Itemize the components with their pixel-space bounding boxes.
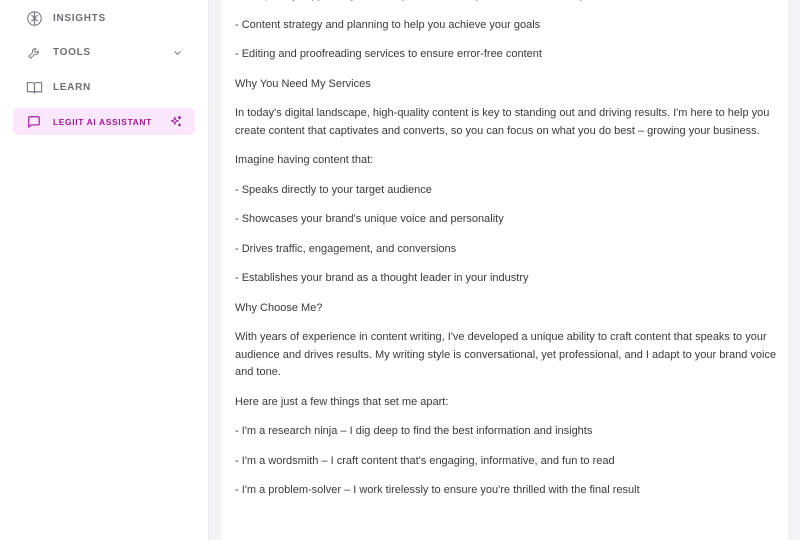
bullet-item: - Drives traffic, engagement, and conversions — [235, 242, 457, 255]
sidebar-item-legiit-ai-assistant[interactable] — [13, 108, 195, 135]
bullet-item: - I'm a research ninja – I dig deep to find the best information and insights — [235, 425, 593, 437]
section-heading: Why You Need My Services — [235, 77, 371, 90]
bullet-item — [235, 0, 780, 5]
chevron-down-icon[interactable] — [172, 47, 183, 58]
section-heading: Why Choose Me? — [235, 301, 323, 314]
bullet-item: - I'm a wordsmith – I craft content that's engaging, informative, and fun to read — [235, 454, 615, 467]
book-icon — [25, 79, 43, 97]
sidebar-item-label: INSIGHTS — [53, 13, 106, 24]
bullet-item: - Content strategy and planning to help you achieve your goals — [235, 18, 541, 31]
sidebar-item-insights[interactable] — [13, 5, 195, 32]
sidebar-item-tools[interactable] — [13, 39, 195, 66]
wrench-icon — [25, 44, 43, 62]
bullet-item: - Showcases your brand's unique voice and personality — [235, 213, 504, 225]
ai-response-text — [235, 0, 780, 512]
bullet-item: - Speaks directly to your target audience — [235, 183, 432, 196]
paragraph: With years of experience in content writing, I've developed a unique ability to craft content that speaks to your audience and drives results. My writing style is conversational, yet professional, and I adapt to your brand voice and tone. — [235, 331, 777, 378]
bullet-item: - I'm a problem-solver – I work tirelessly to ensure you're thrilled with the final result — [235, 484, 640, 496]
sidebar — [0, 0, 209, 540]
chat-icon — [25, 113, 43, 131]
main-content-panel — [222, 0, 788, 540]
sidebar-item-learn[interactable] — [13, 74, 195, 101]
bullet-item: - Editing and proofreading services to ensure error-free content — [235, 48, 542, 60]
bullet-item: - Establishes your brand as a thought leader in your industry — [235, 272, 529, 284]
paragraph: Imagine having content that: — [235, 154, 374, 166]
sparkle-icon — [169, 115, 183, 129]
paragraph: In today's digital landscape, high-quality content is key to standing out and driving results. I'm here to help you create content that captivates and converts, so you can focus on what you do best – growing your business. — [235, 107, 770, 137]
brain-icon — [25, 10, 43, 28]
sidebar-item-label: LEGIIT AI ASSISTANT — [53, 116, 152, 127]
paragraph: Here are just a few things that set me apart: — [235, 395, 449, 408]
sidebar-item-label: LEARN — [53, 82, 91, 93]
sidebar-item-label: TOOLS — [53, 47, 91, 58]
